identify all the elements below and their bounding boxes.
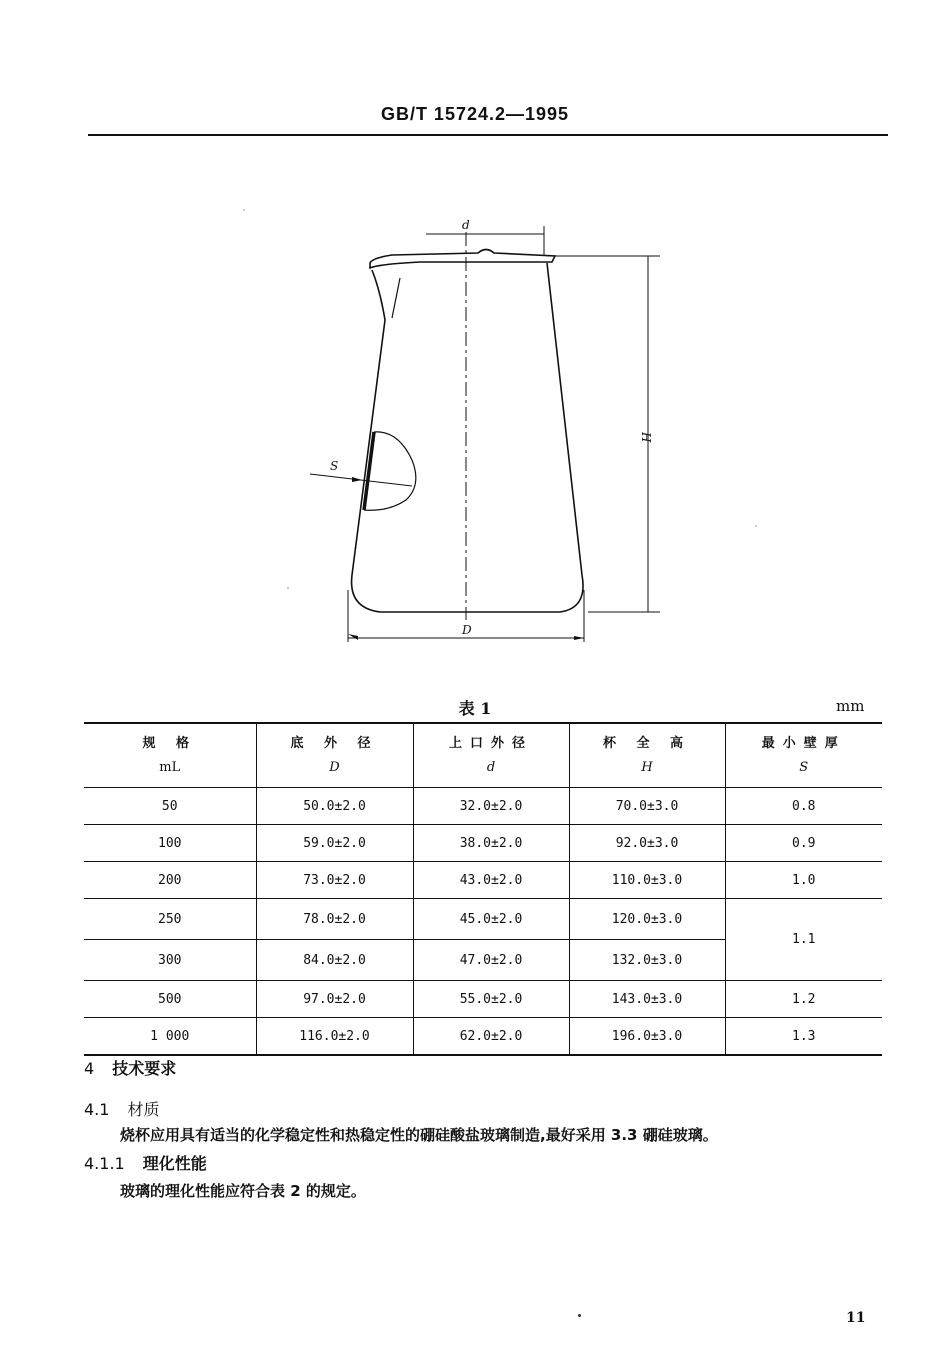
table-row: [84, 899, 882, 940]
label-d: d: [462, 218, 470, 232]
cell-d: 45.0±2.0: [413, 899, 569, 940]
cell-H: 143.0±3.0: [569, 981, 725, 1018]
cell-H: 196.0±3.0: [569, 1018, 725, 1056]
cell-D: 50.0±2.0: [256, 788, 413, 825]
col-header-bottom-diameter: 底 外 径 D: [256, 723, 413, 788]
beaker-dimension-table: [84, 722, 882, 1056]
cell-H: 70.0±3.0: [569, 788, 725, 825]
beaker-rim: [370, 250, 555, 269]
cell-D: 116.0±2.0: [256, 1018, 413, 1056]
cell-d: 38.0±2.0: [413, 825, 569, 862]
col-header-spec: 规 格 mL: [84, 723, 256, 788]
cell-d: 62.0±2.0: [413, 1018, 569, 1056]
cell-S: 1.0: [725, 862, 882, 899]
cell-S: 1.3: [725, 1018, 882, 1056]
cell-spec: 50: [84, 788, 256, 825]
table-row: [84, 788, 882, 825]
page-number: 11: [846, 1310, 866, 1326]
cell-D: 97.0±2.0: [256, 981, 413, 1018]
cell-spec: 250: [84, 899, 256, 940]
label-D: D: [462, 623, 472, 637]
cell-D: 73.0±2.0: [256, 862, 413, 899]
table-unit: mm: [836, 697, 865, 715]
section-4-heading: 4 技术要求: [84, 1059, 177, 1078]
cell-spec: 300: [84, 940, 256, 981]
col-header-min-wall: 最小壁厚 S: [725, 723, 882, 788]
table-row: [84, 981, 882, 1018]
cell-d: 43.0±2.0: [413, 862, 569, 899]
cell-d: 47.0±2.0: [413, 940, 569, 981]
cell-spec: 500: [84, 981, 256, 1018]
cell-H: 132.0±3.0: [569, 940, 725, 981]
table-caption: 表 1: [458, 699, 492, 718]
label-H: H: [639, 432, 653, 443]
scan-dot: [578, 1314, 581, 1317]
col-header-top-diameter: 上口外径 d: [413, 723, 569, 788]
table-row: [84, 862, 882, 899]
cell-D: 78.0±2.0: [256, 899, 413, 940]
section-4-1-heading: 4.1 材质: [84, 1100, 160, 1119]
cell-S-merged: 1.1: [725, 899, 882, 981]
beaker-left-wall: [352, 263, 584, 612]
cell-D: 84.0±2.0: [256, 940, 413, 981]
col-header-height: 杯 全 高 H: [569, 723, 725, 788]
label-S: S: [330, 459, 339, 473]
table-row: [84, 1018, 882, 1056]
cell-S: 0.8: [725, 788, 882, 825]
cell-H: 92.0±3.0: [569, 825, 725, 862]
cell-S: 0.9: [725, 825, 882, 862]
cell-d: 55.0±2.0: [413, 981, 569, 1018]
cell-S: 1.2: [725, 981, 882, 1018]
cell-H: 120.0±3.0: [569, 899, 725, 940]
cell-spec: 100: [84, 825, 256, 862]
cell-H: 110.0±3.0: [569, 862, 725, 899]
cell-spec: 1 000: [84, 1018, 256, 1056]
section-4-1-paragraph: 烧杯应用具有适当的化学稳定性和热稳定性的硼硅酸盐玻璃制造,最好采用 3.3 硼硅玻璃。: [120, 1126, 718, 1144]
section-4-1-1-heading: 4.1.1 理化性能: [84, 1154, 207, 1173]
cell-d: 32.0±2.0: [413, 788, 569, 825]
cell-spec: 200: [84, 862, 256, 899]
table-row: [84, 825, 882, 862]
table-header-row: [84, 723, 882, 788]
section-4-1-1-paragraph: 玻璃的理化性能应符合表 2 的规定。: [120, 1182, 366, 1200]
standard-number-header: GB/T 15724.2—1995: [380, 104, 570, 124]
cell-D: 59.0±2.0: [256, 825, 413, 862]
